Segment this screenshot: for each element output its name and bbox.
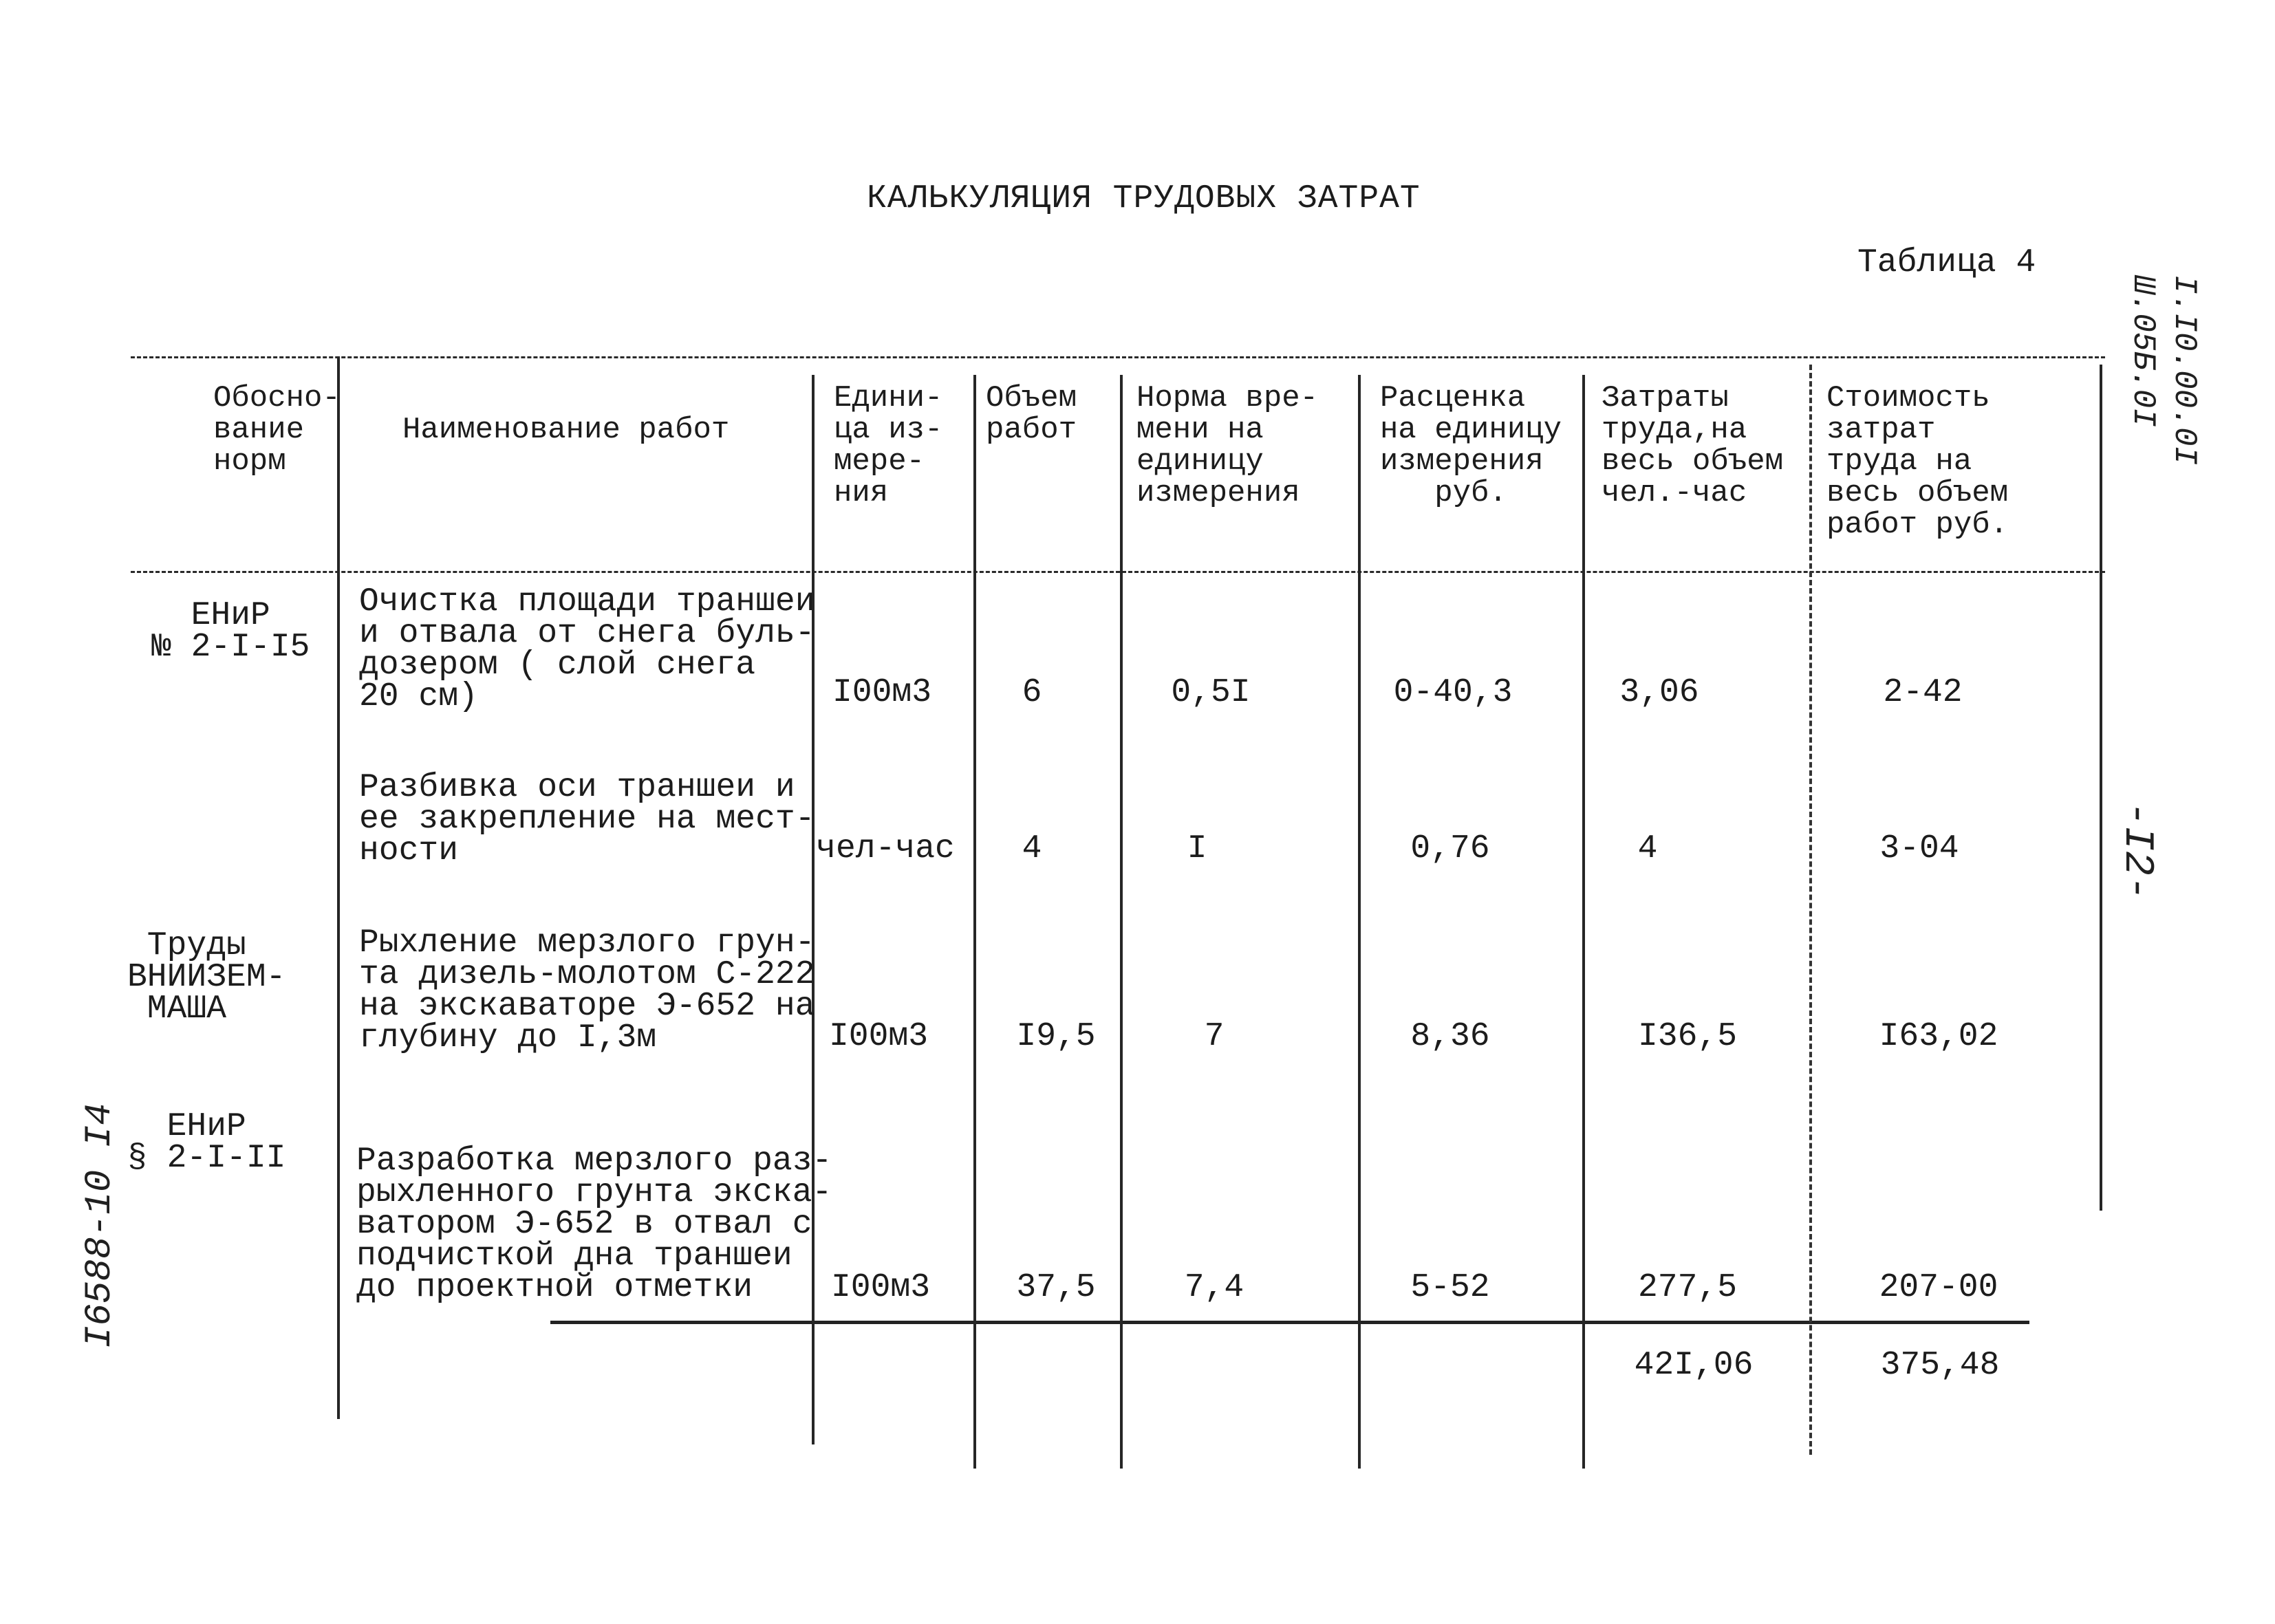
table-row-4-time-norm: 7,4: [1184, 1269, 1244, 1306]
table-row-2-labor: 4: [1637, 830, 1658, 867]
table-row-1-time-norm: 0,5I: [1171, 674, 1251, 711]
table-row-4-cost: 207-00: [1879, 1269, 1998, 1306]
table-row-2-volume: 4: [1022, 830, 1042, 867]
col-divider-3: [973, 375, 976, 1469]
col-divider-4: [1120, 375, 1123, 1469]
table-row-4-name: Разработка мерзлого раз- рыхленного грунта экска- ватором Э-652 в отвал с подчисткой дна траншеи до проектной отметки: [356, 1143, 832, 1306]
table-right-border: [2100, 365, 2102, 1211]
col-divider-5: [1358, 375, 1361, 1469]
col-divider-1: [337, 356, 340, 1419]
header-name: Наименование работ: [402, 413, 730, 447]
table-row-1-cost: 2-42: [1883, 674, 1963, 711]
table-label: Таблица 4: [1857, 244, 2036, 281]
header-cost: Стоимость затрат труда на весь объем работ руб.: [1826, 381, 2009, 542]
table-row-2-time-norm: I: [1187, 830, 1207, 867]
table-row-2-rate: 0,76: [1410, 830, 1490, 867]
total-separator: [550, 1321, 2029, 1324]
table-row-2-name: Разбивка оси траншеи и ее закрепление на мест- ности: [359, 769, 815, 869]
table-row-3-labor: I36,5: [1637, 1018, 1738, 1055]
archive-number-note: I6588-10 I4: [79, 1103, 121, 1348]
table-row-1-rate: 0-40,3: [1393, 674, 1513, 711]
table-row-3-name: Рыхление мерзлого грун- та дизель-молотом С-222 на экскаваторе Э-652 на глубину до I,3м: [359, 924, 815, 1057]
header-rate: Расценка на единицу измерения руб.: [1380, 381, 1562, 510]
total-labor: 42I,06: [1634, 1347, 1754, 1384]
table-row-3-volume: I9,5: [1016, 1018, 1096, 1055]
table-row-1-volume: 6: [1022, 674, 1042, 711]
table-row-1-labor: 3,06: [1619, 674, 1699, 711]
table-row-4-labor: 277,5: [1637, 1269, 1738, 1306]
header-labor: Затраты труда,на весь объем чел.-час: [1602, 381, 1784, 510]
table-row-3-basis: Труды ВНИИЗЕМ- МАША: [127, 927, 286, 1028]
page-number-note: -I2-: [2113, 801, 2160, 901]
table-row-3-time-norm: 7: [1204, 1018, 1225, 1055]
header-basis: Обосно- вание норм: [213, 381, 341, 479]
table-row-1-unit: I00м3: [832, 674, 932, 711]
table-row-1-basis: ЕНиР № 2-I-I5: [151, 597, 310, 666]
table-row-4-basis: ЕНиР § 2-I-II: [127, 1108, 286, 1177]
total-cost: 375,48: [1880, 1347, 2000, 1384]
col-divider-6: [1582, 375, 1585, 1469]
table-row-4-volume: 37,5: [1016, 1269, 1096, 1306]
table-row-4-unit: I00м3: [830, 1269, 931, 1306]
table-row-1-name: Очистка площади траншеи и отвала от снега буль- дозером ( слой снега 20 см): [359, 583, 815, 715]
table-row-3-cost: I63,02: [1879, 1018, 1998, 1055]
table-row-4-rate: 5-52: [1410, 1269, 1490, 1306]
table-row-3-unit: I00м3: [828, 1018, 929, 1055]
doc-code-note: I.I0.00.0I Ш.05Б.0I: [2125, 275, 2202, 466]
header-time-norm: Норма вре- мени на единицу измерения: [1136, 381, 1319, 510]
header-unit: Едини- ца из- мере- ния: [834, 381, 943, 510]
table-row-2-cost: 3-04: [1879, 830, 1959, 867]
page-title: КАЛЬКУЛЯЦИЯ ТРУДОВЫХ ЗАТРАТ: [867, 180, 1421, 217]
header-volume: Объем работ: [986, 381, 1077, 447]
col-divider-7: [1809, 365, 1812, 1455]
table-top-border: [131, 356, 2105, 358]
table-row-3-rate: 8,36: [1410, 1018, 1490, 1055]
table-row-2-unit: чел-час: [816, 830, 955, 867]
